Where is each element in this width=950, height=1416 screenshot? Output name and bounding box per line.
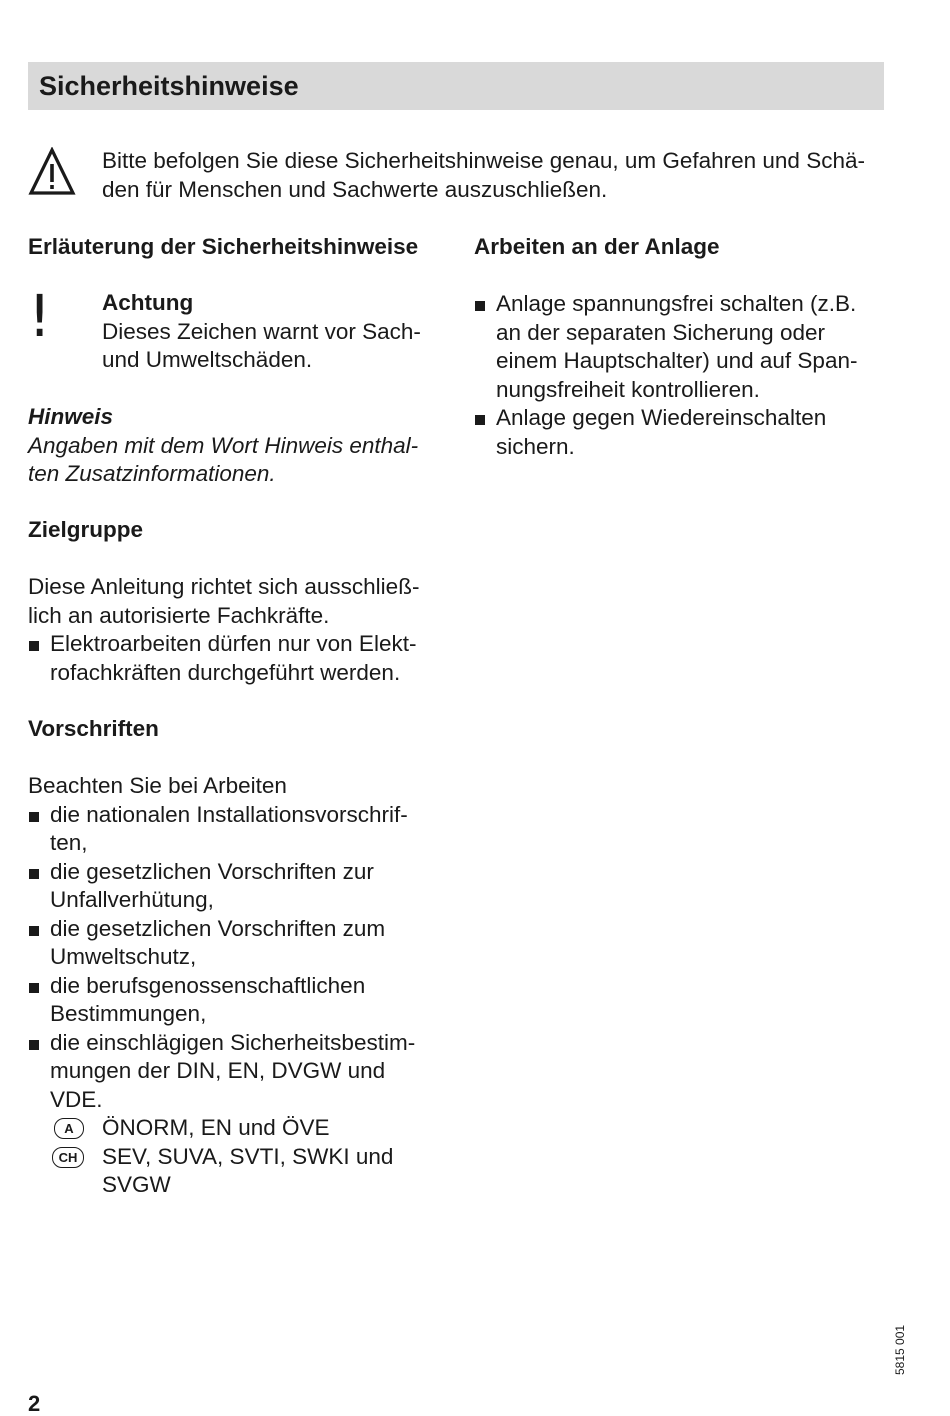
- switzerland-country-badge: CH: [52, 1147, 84, 1168]
- list-item: Anlage gegen Wiedereinschalten sichern.: [474, 404, 894, 461]
- country-note-austria: A ÖNORM, EN und ÖVE: [28, 1114, 448, 1143]
- warning-triangle-icon: [28, 147, 76, 197]
- attention-exclamation-icon: !: [28, 282, 52, 350]
- list-item: die einschlägigen Sicherheitsbestim- mungen der DIN, EN, DVGW und VDE.: [28, 1029, 448, 1115]
- achtung-block: Achtung Dieses Zeichen warnt vor Sach- und Umweltschäden.: [102, 289, 442, 375]
- country-note-switzerland: CH SEV, SUVA, SVTI, SWKI und SVGW: [28, 1143, 448, 1200]
- zielgruppe-section: Zielgruppe Diese Anleitung richtet sich ausschließ- lich an autorisierte Fachkräfte. Elektroarbeiten dürfen nur von Elekt- rofachkräften durchgeführt werden.: [28, 516, 448, 687]
- austria-country-badge: A: [54, 1118, 84, 1139]
- list-item: Anlage spannungsfrei schalten (z.B. an der separaten Sicherung oder einem Hauptschalter) und auf Span- nungsfreiheit kontrollieren.: [474, 290, 894, 404]
- achtung-title: Achtung: [102, 290, 194, 315]
- heading-vorschriften: Vorschriften: [28, 716, 159, 741]
- list-item: die nationalen Installationsvorschrif- ten,: [28, 801, 448, 858]
- left-column: [28, 233, 448, 262]
- list-item: die gesetzlichen Vorschriften zum Umweltschutz,: [28, 915, 448, 972]
- anlage-section: [474, 233, 894, 461]
- intro-text: Bitte befolgen Sie diese Sicherheitshinweise genau, um Gefahren und Schä- den für Menschen und Sachwerte auszuschließen.: [102, 148, 865, 202]
- vorschriften-section: Vorschriften Beachten Sie bei Arbeiten die nationalen Installationsvorschrif- ten, die gesetzlichen Vorschriften zur Unfallverhütung, die gesetzlichen Vorschriften zum Umweltschutz, die berufsgenossenschaftlichen Bestimmungen, die einschlägigen Sicherheitsbestim- mungen der DIN, EN, DVGW und VDE. A ÖNORM, EN und ÖVE CH SEV, SUVA, SVTI, SWKI und SVGW: [28, 715, 448, 1200]
- page-number: 2: [28, 1391, 41, 1416]
- document-number: 5815 001: [893, 1324, 907, 1375]
- section-title-bar: [28, 62, 884, 110]
- heading-erlaeuterung: Erläuterung der Sicherheitshinweise: [28, 234, 419, 259]
- list-item: die berufsgenossenschaftlichen Bestimmungen,: [28, 972, 448, 1029]
- page-title: Sicherheitshinweise: [39, 71, 299, 101]
- list-item: die gesetzlichen Vorschriften zur Unfallverhütung,: [28, 858, 448, 915]
- heading-zielgruppe: Zielgruppe: [28, 517, 144, 542]
- hinweis-title: Hinweis: [28, 404, 114, 429]
- heading-anlage: Arbeiten an der Anlage: [474, 234, 720, 259]
- list-item: Elektroarbeiten dürfen nur von Elekt- rofachkräften durchgeführt werden.: [28, 630, 448, 687]
- hinweis-block: Hinweis Angaben mit dem Wort Hinweis enthal- ten Zusatzinformationen.: [28, 403, 448, 489]
